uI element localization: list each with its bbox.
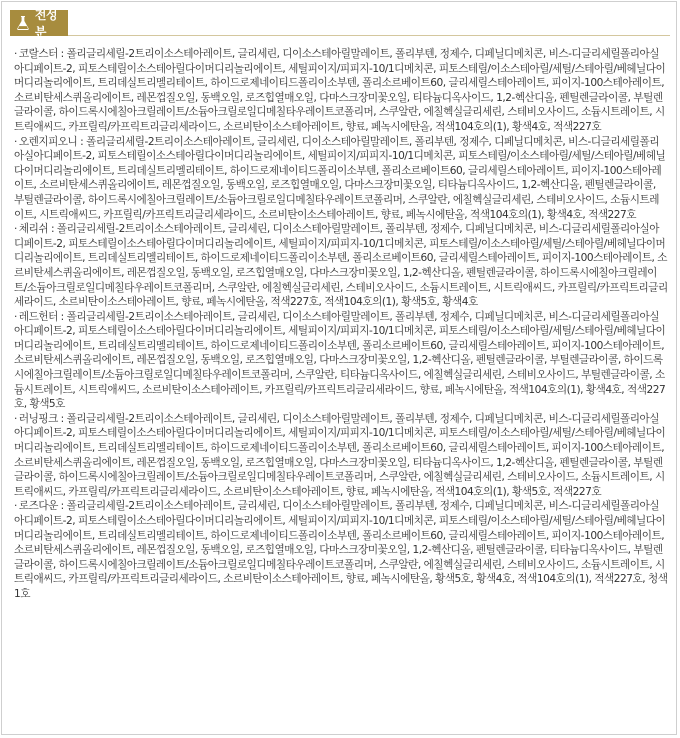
ingredients-text: 폴리글리세릴-2트리이소스테아레이트, 글리세린, 디이소스테아릴말레이트, 폴리부텐, 정제수, 디페닐디메치콘, 비스-디글리세릴폴리아실아디페이트-2, 피토스테릴이소스테아릴다이머디리놀리에이트, 세틸피이지/피피지-10/1디메치콘, 피토스테릴/이소스테아릴/세틸/스테아릴/베헤닐다이머디리놀리에이트, 트리데실트리멜리테이트, 하이드로제네이티드폴리이소부텐, 폴리소르베이트60, 글리세릴스테아레이트, 피이지-100스테아레이트, 소르비탄세스퀴올리에이트, 레몬껍질오일, 동백오일, 로즈힙열매오일, 다마스크장미꽃오일, 티타늄디옥사이드, 1,2-헥산디올, 펜틸렌글라이콜, 부틸렌글라이콜, 하이드록시에칠아크릴레이트/소듐아크릴로일디메칠타우레이트코폴리머, 스쿠알란, 에칠헥실글리세린, 스테비오사이드, 소듐시트레이트, 시트릭애씨드, 카프릴릭/카프릭트리글리세라이드, 소르비탄이소스테아레이트, 향료, 페녹시에탄올, 적색104호의(1), 황색4호, 적색227호 xyxy=(14,135,666,221)
ingredients-text: 폴리글리세릴-2트리이소스테아레이트, 글리세린, 디이소스테아릴말레이트, 폴리부텐, 정제수, 디페닐디메치콘, 비스-디글리세릴폴리아실아디페이트-2, 피토스테릴이소스테아릴다이머디리놀리에이트, 세틸피이지/피피지-10/1디메치콘, 피토스테릴/이소스테아릴/세틸/스테아릴/베헤닐다이머디리놀리에이트, 트리데실트리멜리테이트, 하이드로제네이티드폴리이소부텐, 폴리소르베이트60, 글리세릴스테아레이트, 피이지-100스테아레이트, 소르비탄세스퀴올리에이트, 레몬껍질오일, 동백오일, 로즈힙열매오일, 다마스크장미꽃오일, 1,2-헥산디올, 펜틸렌글라이콜, 티타늄디옥사이드, 부틸렌글라이콜, 하이드록시에칠아크릴레이트/소듐아크릴로일디메칠타우레이트코폴리머, 스쿠알란, 에칠헥실글리세린, 스테비오사이드, 소듐시트레이트, 시트릭애씨드, 카프릴릭/카프릭트리글리세라이드, 소르비탄이소스테아레이트, 향료, 페녹시에탄올, 황색5호, 황색4호, 적색104호의(1), 적색227호, 청색1호 xyxy=(14,500,668,600)
ingredients-text: 폴리글리세릴-2트리이소스테아레이트, 글리세린, 디이소스테아릴말레이트, 폴리부텐, 정제수, 디페닐디메치콘, 비스-디글리세릴폴리아실아디페이트-2, 피토스테릴이소스테아릴다이머디리놀리에이트, 세틸피이지/피피지-10/1디메치콘, 피토스테릴/이소스테아릴/세틸/스테아릴/베헤닐다이머디리놀리에이트, 트리데실트리멜리테이트, 하이드로제네이티드폴리이소부텐, 폴리소르베이트60, 글리세릴스테아레이트, 피이지-100스테아레이트, 소르비탄세스퀴올리에이트, 레몬껍질오일, 동백오일, 로즈힙열매오일, 다마스크장미꽃오일, 1,2-헥산디올, 펜틸렌글라이콜, 부틸렌글라이콜, 하이드록시에칠아크릴레이트/소듐아크릴로일디메칠타우레이트코폴리머, 스쿠알란, 티타늄디옥사이드, 에칠헥실글리세린, 스테비오사이드, 부틸렌글라이콜, 소듐시트레이트, 시트릭애씨드, 소르비탄이소스테아레이트, 카프릴릭/카프릭트리글리세라이드, 향료, 페녹시에탄올, 적색104호의(1), 황색4호, 적색227호, 황색5호 xyxy=(14,310,666,411)
section-title: 전성분 xyxy=(34,8,58,39)
bullet: · xyxy=(14,223,17,236)
ingredient-entry-running-pink: · 러닝핑크 : 폴리글리세릴-2트리이소스테아레이트, 글리세린, 디이소스테아릴말레이트, 폴리부텐, 정제수, 디페닐디메치콘, 비스-디글리세릴폴리아실아디페이트-2, 피토스테릴이소스테아릴다이머디리놀리에이트, 세틸피이지/피피지-10/1디메치콘, 피토스테릴/이소스테아릴/세틸/스테아릴/베헤닐다이머디리놀리에이트, 트리데실트리멜리테이트, 하이드로제네이티드폴리이소부텐, 폴리소르베이트60, 글리세릴스테아레이트, 피이지-100스테아레이트, 소르비탄세스퀴올리에이트, 레몬껍질오일, 동백오일, 로즈힙열매오일, 다마스크장미꽃오일, 티타늄디옥사이드, 1,2-헥산디올, 펜틸렌글라이콜, 부틸렌글라이콜, 하이드록시에칠아크릴레이트/소듐아크릴로일디메칠타우레이트코폴리머, 스쿠알란, 에칠헥실글리세린, 스테비오사이드, 소듐시트레이트, 시트릭애씨드, 카프릴릭/카프릭트리글리세라이드, 소르비탄이소스테아레이트, 향료, 페녹시에탄올, 적색104호의(1), 황색5호, 적색227호 xyxy=(14,412,666,498)
bullet: · xyxy=(14,135,17,148)
shade-name: 러닝핑크 xyxy=(18,412,58,425)
flask-icon xyxy=(16,15,30,31)
ingredient-entry-orange-peony: · 오렌지피오니 : 폴리글리세릴-2트리이소스테아레이트, 글리세린, 디이소스테아릴말레이트, 폴리부텐, 정제수, 디페닐디메치콘, 비스-디글리세릴폴리아실아디페이트-2, 피토스테릴이소스테아릴다이머디리놀리에이트, 세틸피이지/피피지-10/1디메치콘, 피토스테릴/이소스테아릴/세틸/스테아릴/베헤닐다이머디리놀리에이트, 트리데실트리멜리테이트, 하이드로제네이티드폴리이소부텐, 폴리소르베이트60, 글리세릴스테아레이트, 피이지-100스테아레이트, 소르비탄세스퀴올리에이트, 레몬껍질오일, 동백오일, 로즈힙열매오일, 다마스크장미꽃오일, 티타늄디옥사이드, 1,2-헥산디올, 펜틸렌글라이콜, 부틸렌글라이콜, 하이드록시에칠아크릴레이트/소듐아크릴로일디메칠타우레이트코폴리머, 스쿠알란, 에칠헥실글리세린, 스테비오사이드, 소듐시트레이트, 시트릭애씨드, 카프릴릭/카프릭트리글리세라이드, 소르비탄이소스테아레이트, 향료, 페녹시에탄올, 적색104호의(1), 황색4호, 적색227호 xyxy=(14,135,666,221)
bullet: · xyxy=(14,48,17,60)
bullet: · xyxy=(14,500,17,513)
shade-name: 로즈다운 xyxy=(18,500,58,513)
shade-name: 레드헌터 xyxy=(18,310,58,323)
shade-name: 코랄스터 xyxy=(18,48,58,60)
shade-name: 체리쉬 xyxy=(18,223,49,236)
ingredient-entry-coral: · 코랄스터 : 폴리글리세릴-2트리이소스테아레이트, 글리세린, 디이소스테아릴말레이트, 폴리부텐, 정제수, 디페닐디메치콘, 비스-디글리세릴폴리아실아디페이트-2, 피토스테릴이소스테아릴다이머디리놀리에이트, 세틸피이지/피피지-10/1디메치콘, 피토스테릴/이소스테아릴/세틸/스테아릴/베헤닐다이머디리놀리에이트, 트리데실트리멜리테이트, 하이드로제네이티드폴리이소부텐, 폴리소르베이트60, 글리세릴스테아레이트, 피이지-100스테아레이트, 소르비탄세스퀴올리에이트, 레몬껍질오일, 동백오일, 로즈힙열매오일, 다마스크장미꽃오일, 티타늄디옥사이드, 1,2-헥산디올, 펜틸렌글라이콜, 부틸렌글라이콜, 하이드록시에칠아크릴레이트/소듐아크릴로일디메칠타우레이트코폴리머, 스쿠알란, 에칠헥실글리세린, 스테비오사이드, 소듐시트레이트, 시트릭애씨드, 카프릴릭/카프릭트리글리세라이드, 소르비탄이소스테아레이트, 향료, 페녹시에탄올, 적색104호의(1), 황색4호, 적색227호 xyxy=(14,48,666,133)
ingredients-text: 폴리글리세릴-2트리이소스테아레이트, 글리세린, 디이소스테아릴말레이트, 폴리부텐, 정제수, 디페닐디메치콘, 비스-디글리세릴폴리아실아디페이트-2, 피토스테릴이소스테아릴다이머디리놀리에이트, 세틸피이지/피피지-10/1디메치콘, 피토스테릴/이소스테아릴/세틸/스테아릴/베헤닐다이머디리놀리에이트, 트리데실트리멜리테이트, 하이드로제네이티드폴리이소부텐, 폴리소르베이트60, 글리세릴스테아레이트, 피이지-100스테아레이트, 소르비탄세스퀴올리에이트, 레몬껍질오일, 동백오일, 로즈힙열매오일, 다마스크장미꽃오일, 티타늄디옥사이드, 1,2-헥산디올, 펜틸렌글라이콜, 부틸렌글라이콜, 하이드록시에칠아크릴레이트/소듐아크릴로일디메칠타우레이트코폴리머, 스쿠알란, 에칠헥실글리세린, 스테비오사이드, 소듐시트레이트, 시트릭애씨드, 카프릴릭/카프릭트리글리세라이드, 소르비탄이소스테아레이트, 향료, 페녹시에탄올, 적색104호의(1), 황색4호, 적색227호 xyxy=(14,48,666,133)
shade-name: 오렌지피오니 xyxy=(18,135,78,148)
ingredients-list xyxy=(14,47,668,602)
bullet: · xyxy=(14,310,17,323)
ingredients-text: 폴리글리세릴-2트리이소스테아레이트, 글리세린, 디이소스테아릴말레이트, 폴리부텐, 정제수, 디페닐디메치콘, 비스-디글리세릴폴리아실아디페이트-2, 피토스테릴이소스테아릴다이머디리놀리에이트, 세틸피이지/피피지-10/1디메치콘, 피토스테릴/이소스테아릴/세틸/스테아릴/베헤닐다이머디리놀리에이트, 트리데실트리멜리테이트, 하이드로제네이티드폴리이소부텐, 폴리소르베이트60, 글리세릴스테아레이트, 피이지-100스테아레이트, 소르비탄세스퀴올리에이트, 레몬껍질오일, 동백오일, 로즈힙열매오일, 다마스크장미꽃오일, 1,2-헥산디올, 펜틸렌글라이콜, 하이드록시에칠아크릴레이트/소듐아크릴로일디메칠타우레이트코폴리머, 스쿠알란, 에칠헥실글리세린, 스테비오사이드, 소듐시트레이트, 시트릭애씨드, 카프릴릭/카프릭트리글리세라이드, 소르비탄이소스테아레이트, 향료, 페녹시에탄올, 적색227호, 적색104호의(1), 황색5호, 황색4호 xyxy=(14,223,668,309)
header-divider xyxy=(68,35,670,36)
ingredients-panel xyxy=(1,1,677,735)
bullet: · xyxy=(14,412,17,425)
ingredient-entry-red-hunter: · 레드헌터 : 폴리글리세릴-2트리이소스테아레이트, 글리세린, 디이소스테아릴말레이트, 폴리부텐, 정제수, 디페닐디메치콘, 비스-디글리세릴폴리아실아디페이트-2, 피토스테릴이소스테아릴다이머디리놀리에이트, 세틸피이지/피피지-10/1디메치콘, 피토스테릴/이소스테아릴/세틸/스테아릴/베헤닐다이머디리놀리에이트, 트리데실트리멜리테이트, 하이드로제네이티드폴리이소부텐, 폴리소르베이트60, 글리세릴스테아레이트, 피이지-100스테아레이트, 소르비탄세스퀴올리에이트, 레몬껍질오일, 동백오일, 로즈힙열매오일, 다마스크장미꽃오일, 1,2-헥산디올, 펜틸렌글라이콜, 부틸렌글라이콜, 하이드록시에칠아크릴레이트/소듐아크릴로일디메칠타우레이트코폴리머, 스쿠알란, 티타늄디옥사이드, 에칠헥실글리세린, 스테비오사이드, 부틸렌글라이콜, 소듐시트레이트, 시트릭애씨드, 소르비탄이소스테아레이트, 카프릴릭/카프릭트리글리세라이드, 향료, 페녹시에탄올, 적색104호의(1), 황색4호, 적색227호, 황색5호 xyxy=(14,310,666,411)
ingredient-entry-rose-down: · 로즈다운 : 폴리글리세릴-2트리이소스테아레이트, 글리세린, 디이소스테아릴말레이트, 폴리부텐, 정제수, 디페닐디메치콘, 비스-디글리세릴폴리아실아디페이트-2, 피토스테릴이소스테아릴다이머디리놀리에이트, 세틸피이지/피피지-10/1디메치콘, 피토스테릴/이소스테아릴/세틸/스테아릴/베헤닐다이머디리놀리에이트, 트리데실트리멜리테이트, 하이드로제네이티드폴리이소부텐, 폴리소르베이트60, 글리세릴스테아레이트, 피이지-100스테아레이트, 소르비탄세스퀴올리에이트, 레몬껍질오일, 동백오일, 로즈힙열매오일, 다마스크장미꽃오일, 1,2-헥산디올, 펜틸렌글라이콜, 티타늄디옥사이드, 부틸렌글라이콜, 하이드록시에칠아크릴레이트/소듐아크릴로일디메칠타우레이트코폴리머, 스쿠알란, 에칠헥실글리세린, 스테비오사이드, 소듐시트레이트, 시트릭애씨드, 카프릴릭/카프릭트리글리세라이드, 소르비탄이소스테아레이트, 향료, 페녹시에탄올, 황색5호, 황색4호, 적색104호의(1), 적색227호, 청색1호 xyxy=(14,500,668,600)
ingredients-text: 폴리글리세릴-2트리이소스테아레이트, 글리세린, 디이소스테아릴말레이트, 폴리부텐, 정제수, 디페닐디메치콘, 비스-디글리세릴폴리아실아디페이트-2, 피토스테릴이소스테아릴다이머디리놀리에이트, 세틸피이지/피피지-10/1디메치콘, 피토스테릴/이소스테아릴/세틸/스테아릴/베헤닐다이머디리놀리에이트, 트리데실트리멜리테이트, 하이드로제네이티드폴리이소부텐, 폴리소르베이트60, 글리세릴스테아레이트, 피이지-100스테아레이트, 소르비탄세스퀴올리에이트, 레몬껍질오일, 동백오일, 로즈힙열매오일, 다마스크장미꽃오일, 티타늄디옥사이드, 1,2-헥산디올, 펜틸렌글라이콜, 부틸렌글라이콜, 하이드록시에칠아크릴레이트/소듐아크릴로일디메칠타우레이트코폴리머, 스쿠알란, 에칠헥실글리세린, 스테비오사이드, 소듐시트레이트, 시트릭애씨드, 카프릴릭/카프릭트리글리세라이드, 소르비탄이소스테아레이트, 향료, 페녹시에탄올, 적색104호의(1), 황색5호, 적색227호 xyxy=(14,412,666,498)
section-tag xyxy=(10,8,68,39)
section-header xyxy=(10,8,670,39)
ingredient-entry-cherish: · 체리쉬 : 폴리글리세릴-2트리이소스테아레이트, 글리세린, 디이소스테아릴말레이트, 폴리부텐, 정제수, 디페닐디메치콘, 비스-디글리세릴폴리아실아디페이트-2, 피토스테릴이소스테아릴다이머디리놀리에이트, 세틸피이지/피피지-10/1디메치콘, 피토스테릴/이소스테아릴/세틸/스테아릴/베헤닐다이머디리놀리에이트, 트리데실트리멜리테이트, 하이드로제네이티드폴리이소부텐, 폴리소르베이트60, 글리세릴스테아레이트, 피이지-100스테아레이트, 소르비탄세스퀴올리에이트, 레몬껍질오일, 동백오일, 로즈힙열매오일, 다마스크장미꽃오일, 1,2-헥산디올, 펜틸렌글라이콜, 하이드록시에칠아크릴레이트/소듐아크릴로일디메칠타우레이트코폴리머, 스쿠알란, 에칠헥실글리세린, 스테비오사이드, 소듐시트레이트, 시트릭애씨드, 카프릴릭/카프릭트리글리세라이드, 소르비탄이소스테아레이트, 향료, 페녹시에탄올, 적색227호, 적색104호의(1), 황색5호, 황색4호 xyxy=(14,223,668,309)
